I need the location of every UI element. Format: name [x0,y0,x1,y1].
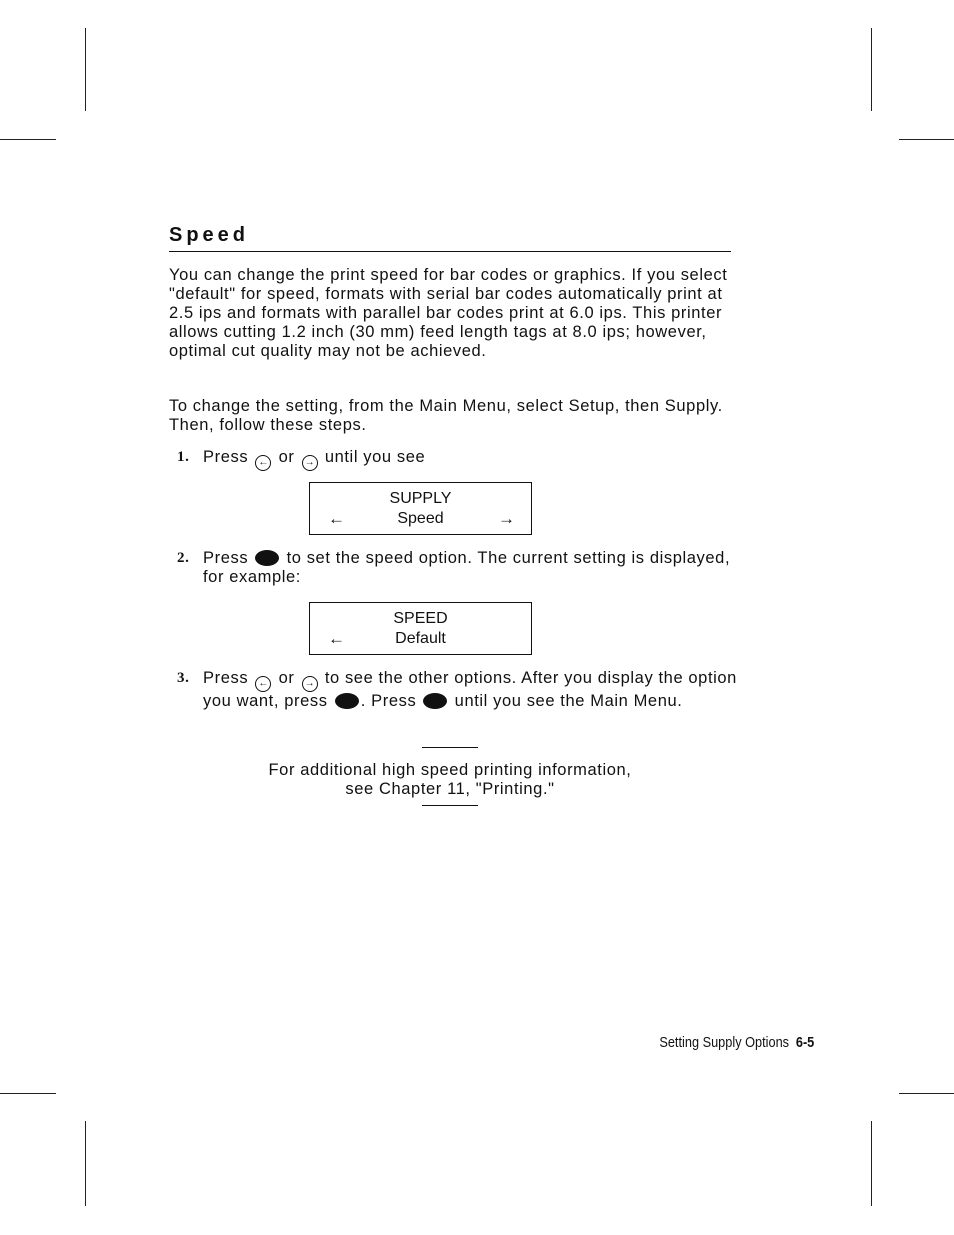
crop-mark-top-right-horizontal [899,139,954,140]
crop-mark-bottom-left-horizontal [0,1093,56,1094]
right-arrow-key-icon: → [302,676,318,692]
step-rest-c: until you see the Main Menu. [454,692,683,710]
enter-key-icon [423,693,447,709]
printer-display-speed [309,602,532,655]
step-word-or: or [278,669,295,687]
footer-chapter-title: Setting Supply Options [659,1034,789,1051]
right-arrow-key-icon: → [302,455,318,471]
note-line-1: For additional high speed printing information, [268,761,632,779]
display-left-arrow-icon: ← [328,509,345,528]
display-line-1: SPEED [393,610,448,627]
enter-key-icon [335,693,359,709]
display-line-2: Speed [397,510,444,527]
section-title: Speed [169,224,250,246]
printer-display-supply [309,482,532,535]
step-word-or: or [278,448,295,466]
note-line-2: see Chapter 11, "Printing." [345,780,555,798]
step-number: 1. [177,449,190,465]
step-word-press: Press [203,549,249,567]
intro-paragraph-2: To change the setting, from the Main Menu, select Setup, then Supply. Then, follow these steps. [169,397,723,434]
step-text [203,448,743,471]
crop-mark-bottom-right-vertical [871,1121,872,1206]
display-line-2: Default [395,630,446,647]
display-left-arrow-icon: ← [328,629,345,648]
step-text [203,549,743,587]
step-text [203,669,743,711]
crop-mark-top-left-vertical [85,28,86,111]
section-title-rule [169,251,731,252]
left-arrow-key-icon: ← [255,455,271,471]
footer-page-number: 6-5 [795,1034,814,1051]
step-word-press: Press [203,669,249,687]
step-rest-a: to see the other options. After you display the option you want, press [203,669,737,710]
display-line-1: SUPPLY [389,490,452,507]
crop-mark-bottom-right-horizontal [899,1093,954,1094]
display-right-arrow-icon: → [498,509,515,528]
note-rule-top [422,747,478,748]
note-rule-bottom [422,805,478,806]
crop-mark-bottom-left-vertical [85,1121,86,1206]
crop-mark-top-left-horizontal [0,139,56,140]
page-footer [659,1034,814,1051]
step-rest-b: . Press [360,692,417,710]
left-arrow-key-icon: ← [255,676,271,692]
step-word-press: Press [203,448,249,466]
step-number: 3. [177,670,190,686]
crop-mark-top-right-vertical [871,28,872,111]
step-rest: to set the speed option. The current setting is displayed, for example: [203,549,731,586]
intro-paragraph-1: You can change the print speed for bar codes or graphics. If you select "default" for speed, formats with serial bar codes automatically print at 2.5 ips and formats with parallel bar codes print at 6.0 ips. This printer allows cutting 1.2 inch (30 mm) feed length tags at 8.0 ips; however, optimal cut quality may not be achieved. [169,266,728,360]
step-rest: until you see [324,448,426,466]
enter-key-icon [255,550,279,566]
step-number: 2. [177,550,190,566]
